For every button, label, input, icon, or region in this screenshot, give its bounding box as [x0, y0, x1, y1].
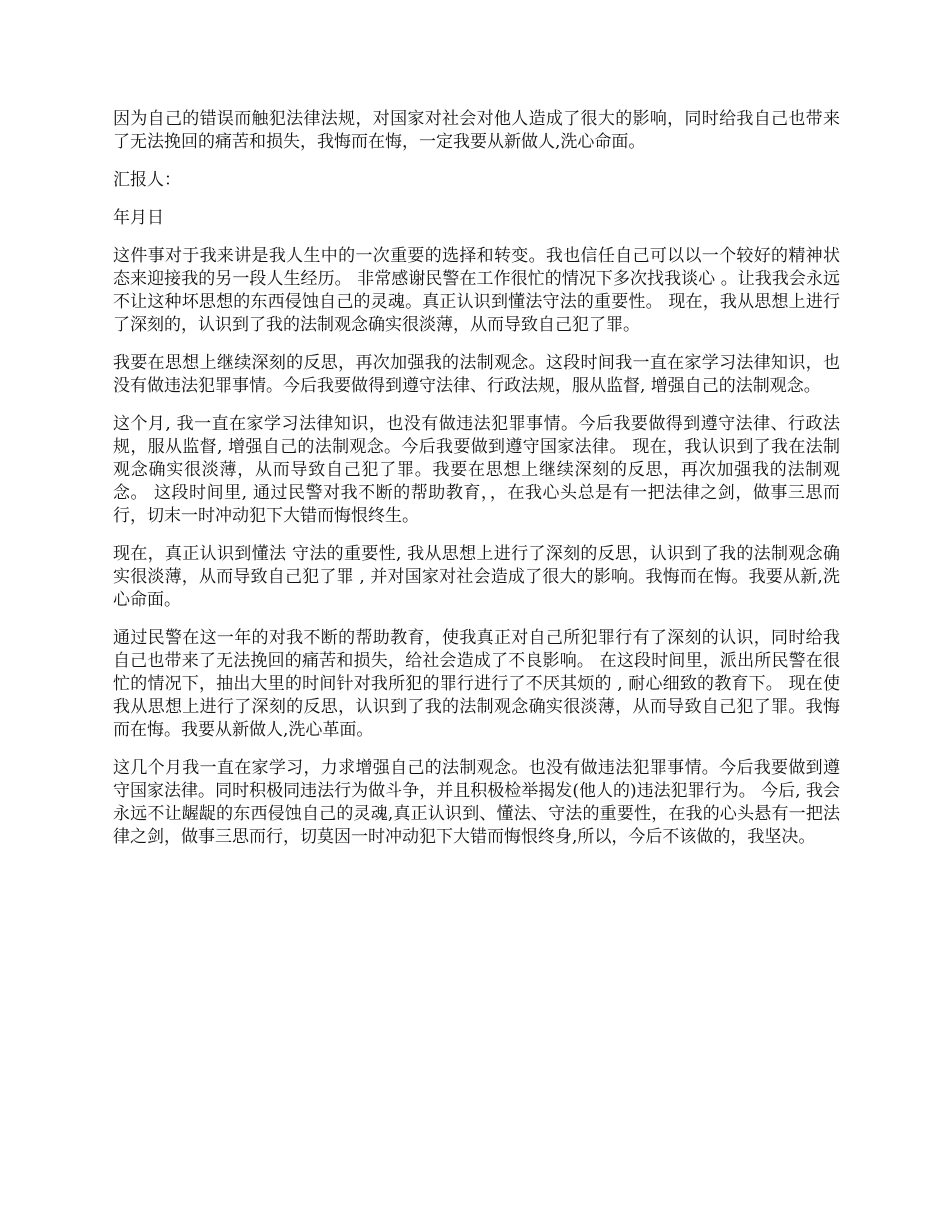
paragraph-8: 通过民警在这一年的对我不断的帮助教育，使我真正对自己所犯罪行有了深刻的认识，同时给我自己也带来了无法挽回的痛苦和损失，给社会造成了不良影响。 在这段时间里，派出所民警在很忙的情况下，抽出大里的时间针对我所犯的罪行进行了不厌其烦的 , 耐心细致的教育下。 现在使我从思想上进行了深刻的反思，认识到了我的法制观念确实很淡薄，从而导致自己犯了罪。我悔而在悔。我要从新做人,洗心革面。 — [113, 628, 840, 740]
paragraph-4: 这件事对于我来讲是我人生中的一次重要的选择和转变。我也信任自己可以以一个较好的精神状态来迎接我的另一段人生经历。 非常感谢民警在工作很忙的情况下多次找我谈心 。让我我会永远不让这种坏思想的东西侵蚀自己的灵魂。真正认识到懂法守法的重要性。 现在，我从思想上进行了深刻的，认识到了我的法制观念确实很淡薄，从而导致自己犯了罪。 — [113, 246, 840, 335]
paragraph-9: 这几个月我一直在家学习，力求增强自己的法制观念。也没有做违法犯罪事情。今后我要做到遵守国家法律。同时积极同违法行为做斗争，并且积极检举揭发(他人的)违法犯罪行为。 今后, 我会永远不让龌龊的东西侵蚀自己的灵魂,真正认识到、懂法、守法的重要性，在我的心头悬有一把法律之剑，做事三思而行，切莫因一时冲动犯下大错而悔恨终身,所以，今后不该做的，我坚决。 — [113, 758, 840, 847]
paragraph-6: 这个月, 我一直在家学习法律知识，也没有做违法犯罪事情。今后我要做得到遵守法律、行政法规，服从监督, 增强自己的法制观念。今后我要做到遵守国家法律。 现在，我认识到了我在法制观念确实很淡薄，从而导致自己犯了罪。我要在思想上继续深刻的反思，再次加强我的法制观念。 这段时间里, 通过民警对我不断的帮助教育，，在我心头总是有一把法律之剑，做事三思而行，切末一时冲动犯下大错而悔恨终生。 — [113, 414, 840, 526]
date-line: 年月日 — [113, 208, 164, 228]
document-body — [113, 108, 840, 864]
reporter-label: 汇报人： — [113, 170, 181, 190]
paragraph-7: 现在，真正认识到懂法 守法的重要性, 我从思想上进行了深刻的反思，认识到了我的法制观念确实很淡薄，从而导致自己犯了罪 , 并对国家对社会造成了很大的影响。我悔而在悔。我要从新,洗心命面。 — [113, 544, 840, 610]
paragraph-5: 我要在思想上继续深刻的反思，再次加强我的法制观念。这段时间我一直在家学习法律知识，也没有做违法犯罪事情。今后我要做得到遵守法律、行政法规，服从监督, 增强自己的法制观念。 — [113, 353, 840, 396]
paragraph-1: 因为自己的错误而触犯法律法规，对国家对社会对他人造成了很大的影响，同时给我自己也带来了无法挽回的痛苦和损失，我悔而在悔，一定我要从新做人,洗心命面。 — [113, 109, 840, 152]
